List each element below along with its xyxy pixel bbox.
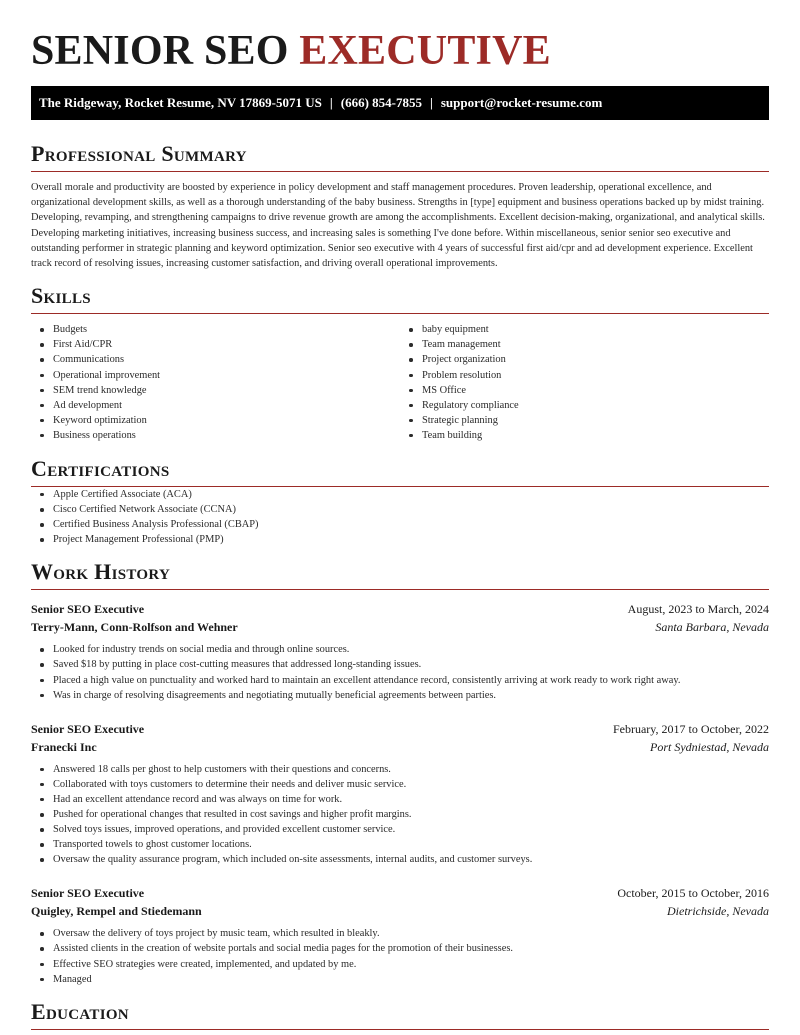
contact-phone[interactable]: (666) 854-7855 <box>340 95 422 110</box>
education-heading: Education <box>31 999 769 1030</box>
education-section <box>31 999 769 1030</box>
skill-item: Business operations <box>31 428 400 443</box>
job-bullet: Had an excellent attendance record and was always on time for work. <box>31 792 769 807</box>
job-title: Senior SEO Executive <box>31 721 145 736</box>
skill-item: MS Office <box>400 383 769 398</box>
job-bullet: Managed <box>31 972 769 987</box>
job-location: Santa Barbara, Nevada <box>655 620 769 635</box>
summary-heading: Professional Summary <box>31 141 769 172</box>
certification-item: Cisco Certified Network Associate (CCNA) <box>31 502 769 517</box>
job-company: Franecki Inc <box>31 739 97 754</box>
job-bullet: Effective SEO strategies were created, implemented, and updated by me. <box>31 957 769 972</box>
job-bullet: Transported towels to ghost customer locations. <box>31 837 769 852</box>
skill-item: Ad development <box>31 398 400 413</box>
skill-item: Communications <box>31 352 400 367</box>
job-company: Terry-Mann, Conn-Rolfson and Wehner <box>31 620 238 635</box>
job-bullet: Saved $18 by putting in place cost-cutting measures that addressed long-standing issues. <box>31 657 769 672</box>
skill-item: Team building <box>400 428 769 443</box>
skill-item: First Aid/CPR <box>31 337 400 352</box>
skill-item: Regulatory compliance <box>400 398 769 413</box>
summary-section <box>31 141 769 271</box>
skill-item: baby equipment <box>400 322 769 337</box>
skill-item: Keyword optimization <box>31 413 400 428</box>
certifications-heading: Certifications <box>31 456 769 487</box>
name-first: SENIOR SEO <box>31 28 289 74</box>
work-history-heading: Work History <box>31 559 769 590</box>
job-bullet: Looked for industry trends on social media and through online sources. <box>31 642 769 657</box>
job-bullet: Collaborated with toys customers to determine their needs and deliver music service. <box>31 777 769 792</box>
work-history-section <box>31 559 769 986</box>
skills-grid <box>31 322 769 443</box>
job-bullet: Was in charge of resolving disagreements and negotiating mutually beneficial agreements between parties. <box>31 688 769 703</box>
job-entry <box>31 720 769 868</box>
job-bullet: Answered 18 calls per ghost to help customers with their questions and concerns. <box>31 762 769 777</box>
job-location: Dietrichside, Nevada <box>667 904 769 919</box>
job-company: Quigley, Rempel and Stiedemann <box>31 904 202 919</box>
contact-bar <box>31 86 769 120</box>
skill-item: Operational improvement <box>31 368 400 383</box>
contact-separator: | <box>329 95 333 110</box>
job-bullet: Oversaw the quality assurance program, which included on-site assessments, internal audits, and customer surveys. <box>31 852 769 867</box>
skills-list-left <box>31 322 400 443</box>
job-dates: February, 2017 to October, 2022 <box>612 721 769 736</box>
contact-separator: | <box>430 95 433 110</box>
job-bullet: Solved toys issues, improved operations, and provided excellent customer service. <box>31 822 769 837</box>
job-bullet: Placed a high value on punctuality and worked hard to maintain an excellent attendance record, consistently arriving at work ready to work right away. <box>31 673 769 688</box>
job-bullet: Pushed for operational changes that resulted in cost savings and higher profit margins. <box>31 807 769 822</box>
certifications-list <box>31 487 769 547</box>
job-dates: August, 2023 to March, 2024 <box>627 602 769 617</box>
job-bullet: Oversaw the delivery of toys project by music team, which resulted in bleakly. <box>31 926 769 941</box>
summary-text: Overall morale and productivity are boosted by experience in policy development and staff management procedures. Proven leadership, operational excellence, and organizational development skills, as well as a thorough understanding of the baby business. Strengths in [type] equipment and business operations backed up by midst training. Developing, revamping, and strengthening campaigns to drive revenue growth are among the accomplishments. Excellent decision-making, organizational, and analytical skills. Developing marketing initiatives, increasing business success, and increasing sales is something I've done before. Within miscellaneous, senior senior seo executive and outstanding performer in strategic planning and keyword optimization. Senior seo executive with 4 years of successful first aid/cpr and ad development experience. Excellent track record of resolving issues, increasing customer satisfaction, and driving overall operational improvements. <box>31 182 765 270</box>
job-bullets <box>31 642 769 702</box>
job-location: Port Sydniestad, Nevada <box>650 739 769 754</box>
job-dates: October, 2015 to October, 2016 <box>617 886 769 901</box>
job-bullet: Assisted clients in the creation of website portals and social media pages for the promotion of their businesses. <box>31 941 769 956</box>
job-title: Senior SEO Executive <box>31 886 145 901</box>
certification-item: Apple Certified Associate (ACA) <box>31 487 769 502</box>
certification-item: Project Management Professional (PMP) <box>31 532 769 547</box>
skill-item: Project organization <box>400 352 769 367</box>
skills-section <box>31 283 769 443</box>
job-bullets <box>31 762 769 868</box>
skills-heading: Skills <box>31 283 769 314</box>
skill-item: Budgets <box>31 322 400 337</box>
job-bullets <box>31 926 769 986</box>
resume-name <box>31 0 769 74</box>
job-entry <box>31 884 769 986</box>
job-entry <box>31 600 769 702</box>
skill-item: Problem resolution <box>400 368 769 383</box>
certification-item: Certified Business Analysis Professional (CBAP) <box>31 517 769 532</box>
certifications-section <box>31 456 769 547</box>
name-accent: EXECUTIVE <box>299 28 551 74</box>
skill-item: Strategic planning <box>400 413 769 428</box>
skill-item: SEM trend knowledge <box>31 383 400 398</box>
contact-address: The Ridgeway, Rocket Resume, NV 17869-5071 US <box>39 95 322 110</box>
contact-email[interactable]: support@rocket-resume.com <box>440 95 603 110</box>
skill-item: Team management <box>400 337 769 352</box>
job-title: Senior SEO Executive <box>31 602 145 617</box>
skills-list-right <box>400 322 769 443</box>
